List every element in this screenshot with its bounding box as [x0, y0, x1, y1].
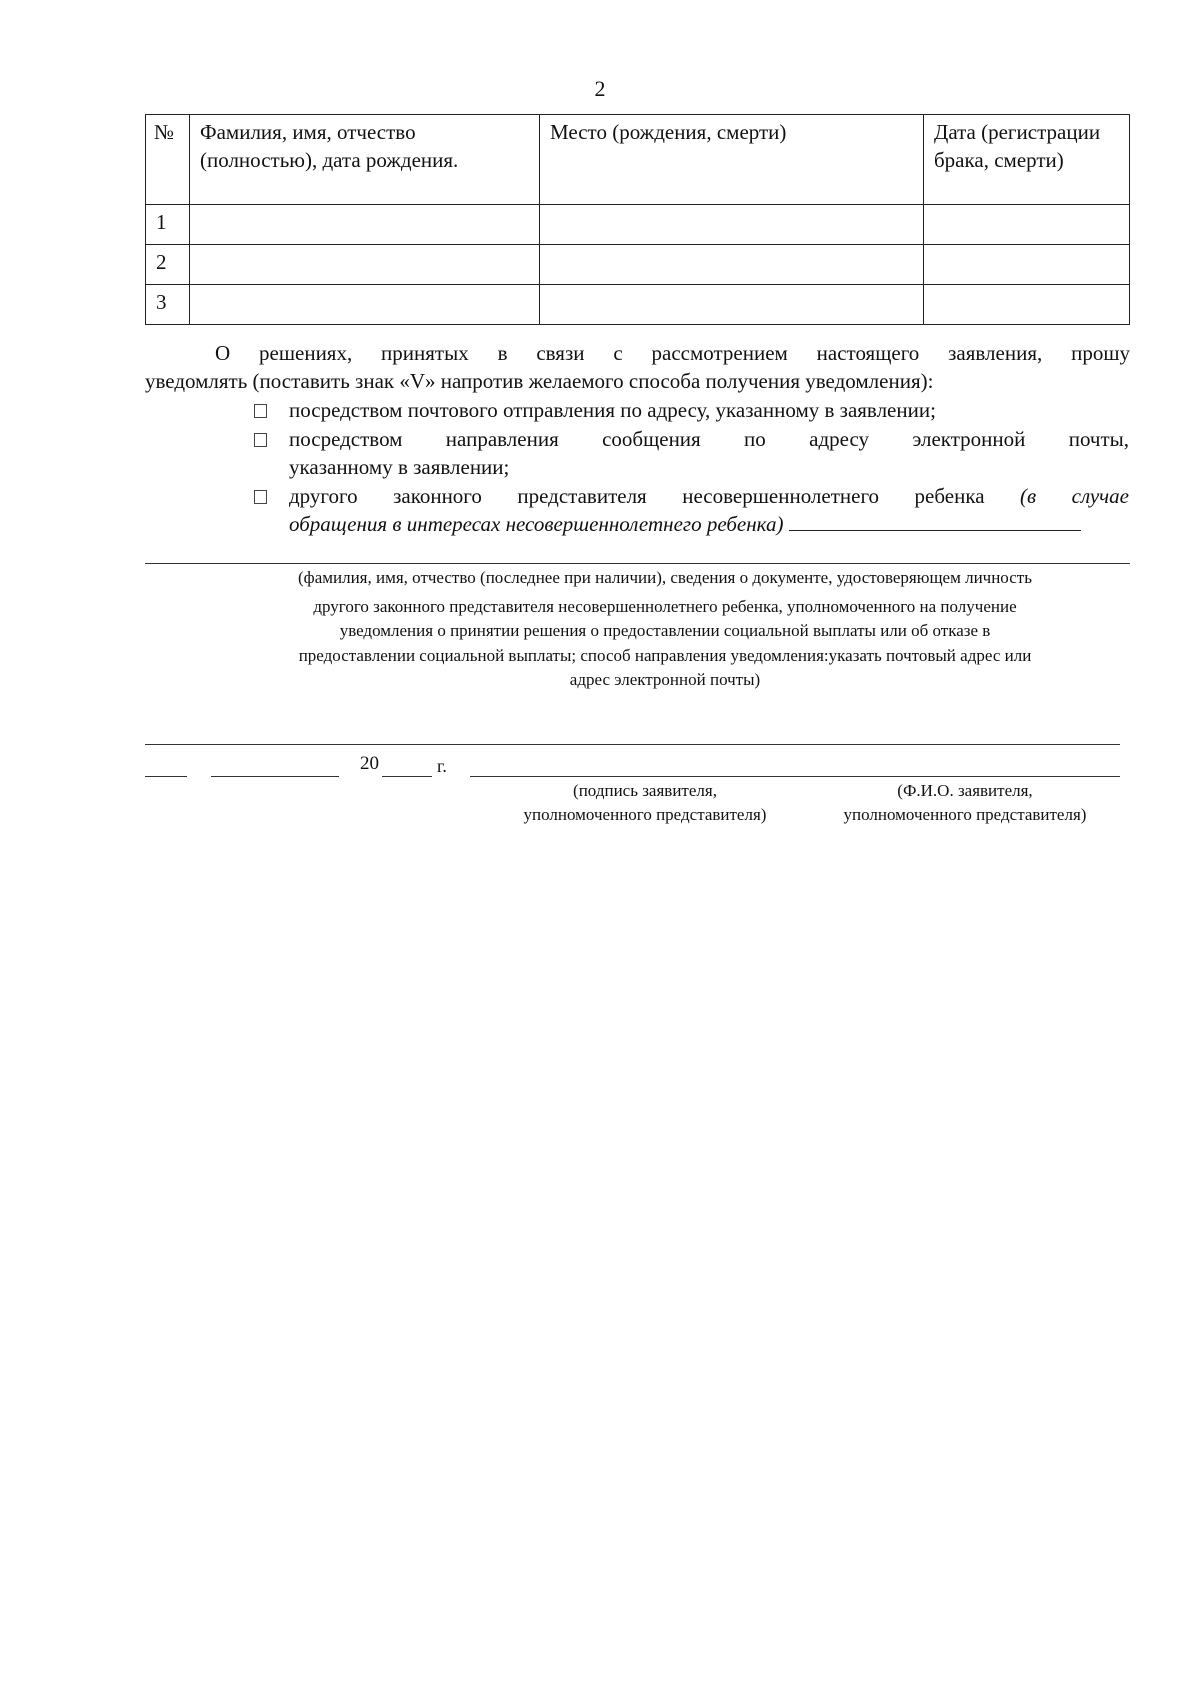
table-row — [146, 285, 1130, 325]
representative-info-line[interactable] — [145, 563, 1130, 564]
fio-label — [810, 779, 1120, 827]
date-cell[interactable] — [924, 245, 1130, 285]
date-year-line[interactable] — [382, 776, 432, 777]
header-place: Место (рождения, смерти) — [540, 115, 924, 205]
date-cell[interactable] — [924, 205, 1130, 245]
table-row — [146, 245, 1130, 285]
date-day-line[interactable] — [145, 776, 187, 777]
caption-line-2: другого законного представителя несовершеннолетнего ребенка, уполномоченного на получение — [313, 596, 1017, 616]
signature-label-1: (подпись заявителя, — [573, 781, 717, 800]
page-number: 2 — [594, 76, 606, 101]
year-prefix: 20 — [360, 753, 379, 774]
date-cell[interactable] — [924, 285, 1130, 325]
option-representative-italic-2: обращения в интересах несовершеннолетнего ребенка) — [289, 512, 784, 536]
place-cell[interactable] — [540, 205, 924, 245]
row-number: 3 — [146, 285, 190, 325]
option-representative-text: другого законного представителя несовершеннолетнего ребенка — [289, 484, 985, 508]
caption-line-1: (фамилия, имя, отчество (последнее при наличии), сведения о документе, удостоверяющем личность — [298, 568, 1032, 587]
extra-info-line[interactable] — [145, 744, 1120, 745]
header-date: Дата (регистрации брака, смерти) — [924, 115, 1130, 205]
fio-label-1: (Ф.И.О. заявителя, — [897, 781, 1033, 800]
date-month-line[interactable] — [211, 776, 339, 777]
representative-caption — [200, 566, 1130, 693]
row-number: 2 — [146, 245, 190, 285]
representative-input-line[interactable] — [789, 512, 1081, 531]
option-representative-line-1 — [289, 482, 1129, 510]
option-email-line-1: посредством направления сообщения по адресу электронной почты, — [289, 427, 1129, 451]
option-email-label — [289, 425, 1129, 481]
header-full-name: Фамилия, имя, отчество (полностью), дата рождения. — [190, 115, 540, 205]
name-cell[interactable] — [190, 245, 540, 285]
name-cell[interactable] — [190, 285, 540, 325]
option-representative-italic-1: (в случае — [1020, 484, 1129, 508]
header-number: № — [146, 115, 190, 205]
caption-line-3: уведомления о принятии решения о предоставлении социальной выплаты или об отказе в — [339, 621, 991, 640]
row-number: 1 — [146, 205, 190, 245]
fio-label-2: уполномоченного представителя) — [843, 805, 1087, 824]
table-header-row — [146, 115, 1130, 205]
checkbox-postal[interactable] — [254, 404, 267, 418]
intro-line-2: уведомлять (поставить знак «V» напротив желаемого способа получения уведомления): — [145, 369, 934, 393]
intro-line-1: О решениях, принятых в связи с рассмотрением настоящего заявления, прошу — [215, 341, 1130, 365]
name-cell[interactable] — [190, 205, 540, 245]
place-cell[interactable] — [540, 245, 924, 285]
option-representative-line-2 — [289, 510, 1129, 538]
checkbox-other-representative[interactable] — [254, 490, 267, 504]
checkbox-email[interactable] — [254, 433, 267, 447]
option-email-line-2: указанному в заявлении; — [289, 455, 510, 479]
notification-intro — [145, 339, 1130, 395]
signature-label-2: уполномоченного представителя) — [523, 805, 767, 824]
table-row — [146, 205, 1130, 245]
place-cell[interactable] — [540, 285, 924, 325]
caption-line-4: предоставлении социальной выплаты; способ направления уведомления:указать почтовый адрес или — [298, 645, 1032, 665]
signature-line[interactable] — [470, 776, 1120, 777]
year-suffix: г. — [437, 756, 447, 776]
option-representative-label — [289, 482, 1129, 538]
family-members-table — [145, 114, 1130, 325]
signature-label — [490, 779, 800, 827]
option-postal-label: посредством почтового отправления по адресу, указанному в заявлении; — [289, 398, 936, 422]
caption-line-5: адрес электронной почты) — [569, 670, 761, 689]
